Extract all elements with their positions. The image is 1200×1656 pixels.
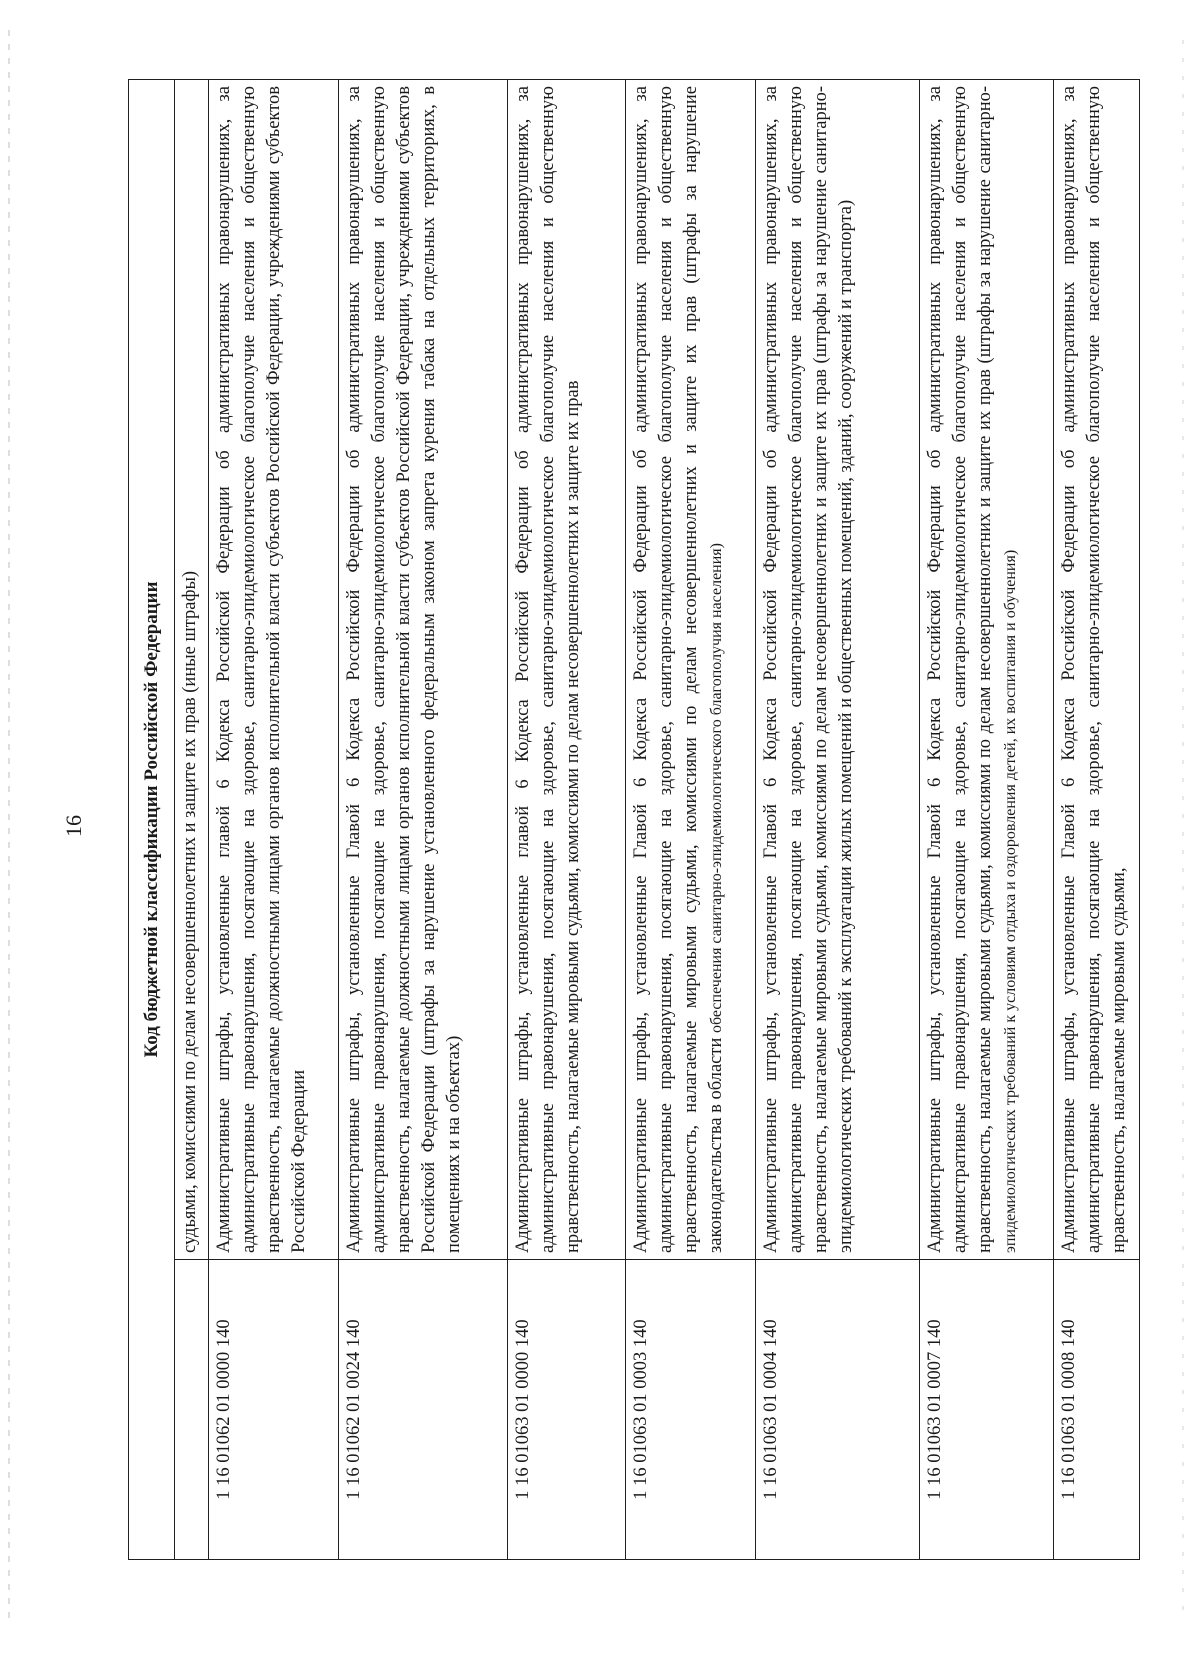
code-cell: 1 16 01062 01 0000 140 — [209, 1260, 339, 1560]
description-cell — [756, 79, 919, 1259]
table-row — [625, 79, 755, 1559]
code-cell: 1 16 01063 01 0000 140 — [508, 1260, 626, 1560]
description-cell — [175, 79, 209, 1259]
description-text: Административные штрафы, установленные Главой 6 Кодекса Российской Федерации об административных правонарушениях, за административные правонарушения, посягающие на здоровье, санитарно-эпидемиологическое благополучие населения и общественную нравственность, налагаемые мировыми судьями, — [1059, 85, 1130, 1253]
table-row — [209, 79, 339, 1559]
table-row — [339, 79, 508, 1559]
description-text: Административные штрафы, установленные главой 6 Кодекса Российской Федерации об административных правонарушениях, за административные правонарушения, посягающие на здоровье, санитарно-эпидемиологическое благополучие населения и общественную нравственность, налагаемые должностными лицами органов исполнительной власти субъектов Российской Федерации, учреждениями субъектов Российской Федерации — [214, 85, 310, 1253]
description-note: эпидемиологических требований к условиям отдыха и оздоровления детей, их воспитания и обучения) — [1001, 549, 1019, 1253]
description-cell — [339, 79, 508, 1259]
code-cell: 1 16 01063 01 0004 140 — [756, 1260, 919, 1560]
description-cell — [1054, 79, 1140, 1259]
description-cell — [209, 79, 339, 1259]
scan-edge-right — [1182, 40, 1184, 1620]
scan-edge-left — [8, 30, 10, 1620]
code-cell — [175, 1260, 209, 1560]
code-cell: 1 16 01063 01 0007 140 — [919, 1260, 1053, 1560]
description-cell — [919, 79, 1053, 1259]
rotated-sheet — [128, 80, 1140, 1560]
table-row — [508, 79, 626, 1559]
description-note: обеспечения санитарно-эпидемиологического благополучия населения) — [707, 543, 725, 1033]
page-number: 16 — [61, 815, 86, 837]
table-row — [919, 79, 1053, 1559]
budget-classification-table — [128, 79, 1140, 1560]
table-row — [1054, 79, 1140, 1559]
description-cell — [508, 79, 626, 1259]
description-text: Административные штрафы, установленные главой 6 Кодекса Российской Федерации об административных правонарушениях, за административные правонарушения, посягающие на здоровье, санитарно-эпидемиологическое благополучие населения и общественную нравственность, налагаемые мировыми судьями, комиссиями по делам несовершеннолетних и защите их прав — [513, 85, 584, 1253]
description-text: Административные штрафы, установленные Главой 6 Кодекса Российской Федерации об административных правонарушениях, за административные правонарушения, посягающие на здоровье, санитарно-эпидемиологическое благополучие населения и общественную нравственность, налагаемые мировыми судьями, комиссиями по делам несовершеннолетних и защите их прав (штрафы за нарушение законодательства в области — [630, 85, 726, 1253]
description-text: Административные штрафы, установленные Главой 6 Кодекса Российской Федерации об административных правонарушениях, за административные правонарушения, посягающие на здоровье, санитарно-эпидемиологическое благополучие населения и общественную нравственность, налагаемые мировыми судьями, комиссиями по делам несовершеннолетних и защите их прав (штрафы за нарушение санитарно-эпидемиологических требований к эксплуатации жилых помещений и общественных помещений, зданий, сооружений и транспорта) — [761, 85, 857, 1253]
description-cell — [625, 79, 755, 1259]
table-row — [756, 79, 919, 1559]
description-text: Административные штрафы, установленные Главой 6 Кодекса Российской Федерации об административных правонарушениях, за административные правонарушения, посягающие на здоровье, санитарно-эпидемиологическое благополучие населения и общественную нравственность, налагаемые мировыми судьями, комиссиями по делам несовершеннолетних и защите их прав (штрафы за нарушение санитарно- — [924, 85, 995, 1253]
table-row — [175, 79, 209, 1559]
code-cell: 1 16 01063 01 0008 140 — [1054, 1260, 1140, 1560]
code-cell: 1 16 01062 01 0024 140 — [339, 1260, 508, 1560]
table-header: Код бюджетной классификации Российской Федерации — [129, 79, 175, 1559]
description-text: судьями, комиссиями по делам несовершеннолетних и защите их прав (иные штрафы) — [180, 570, 200, 1253]
description-text: Административные штрафы, установленные Главой 6 Кодекса Российской Федерации об административных правонарушениях, за административные правонарушения, посягающие на здоровье, санитарно-эпидемиологическое благополучие населения и общественную нравственность, налагаемые должностными лицами органов исполнительной власти субъектов Российской Федерации, учреждениями субъектов Российской Федерации (штрафы за нарушение установленного федеральным законом запрета курения табака на отдельных территориях, в помещениях и на объектах) — [344, 85, 465, 1253]
code-cell: 1 16 01063 01 0003 140 — [625, 1260, 755, 1560]
